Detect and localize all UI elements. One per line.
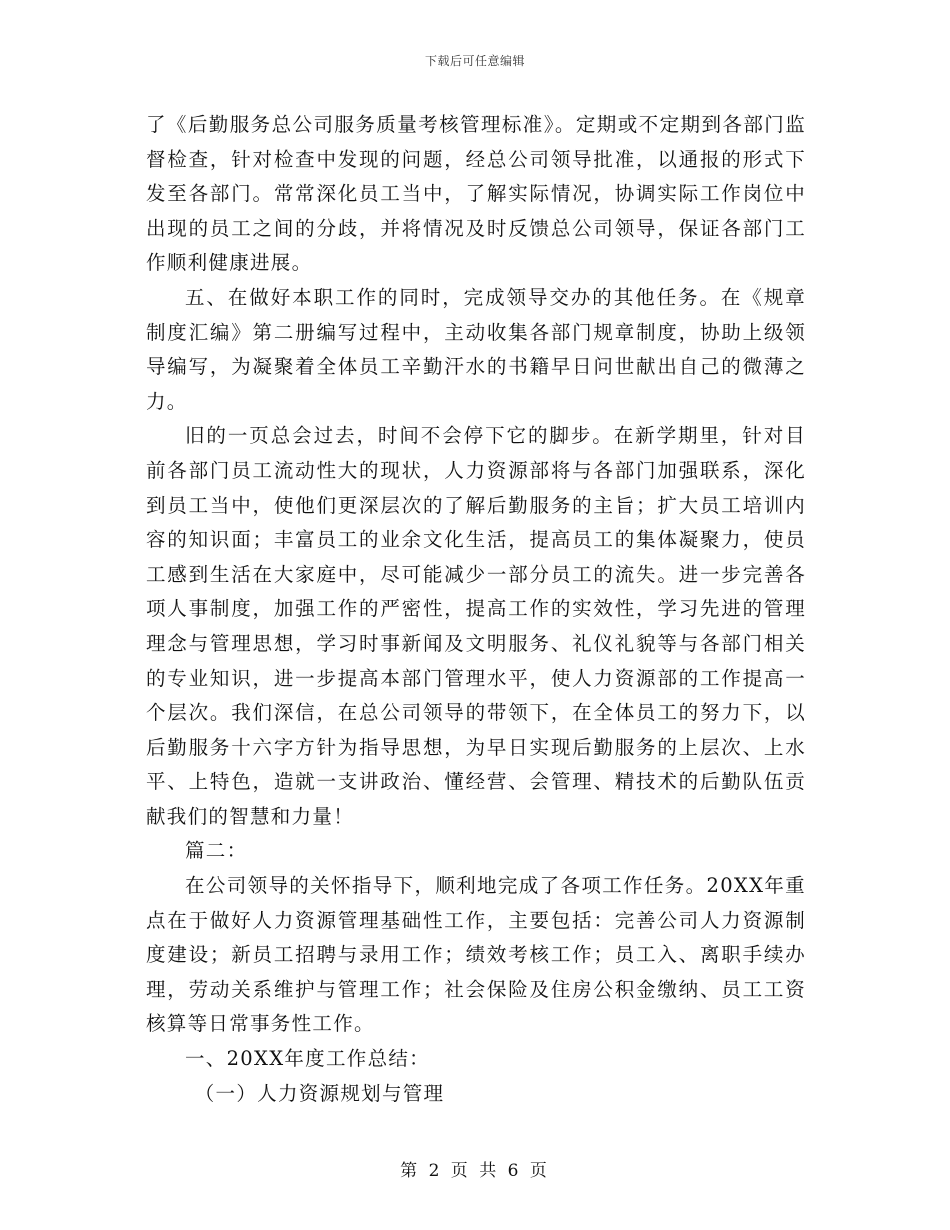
paragraph-outlook: 旧的一页总会过去，时间不会停下它的脚步。在新学期里，针对目前各部门员工流动性大的现状，人力资源部将与各部门加强联系，深化到员工当中，使他们更深层次的了解后勤服务的主旨；扩大员工培训内容的知识面；丰富员工的业余文化生活，提高员工的集体凝聚力，使员工感到生活在大家庭中，尽可能减少一部分员工的流失。进一步完善各项人事制度，加强工作的严密性，提高工作的实效性，学习先进的管理理念与管理思想，学习时事新闻及文明服务、礼仪礼貌等与各部门相关的专业知识，进一步提高本部门管理水平，使人力资源部的工作提高一个层次。我们深信，在总公司领导的带领下，在全体员工的努力下，以后勤服务十六字方针为指导思想，为早日实现后勤服务的上层次、上水平、上特色，造就一支讲政治、懂经营、会管理、精技术的后勤队伍贡献我们的智慧和力量！ <box>146 424 806 828</box>
paragraph-item-five: 五、在做好本职工作的同时，完成领导交办的其他任务。在《规章制度汇编》第二册编写过程中，主动收集各部门规章制度，协助上级领导编写，为凝聚着全体员工辛勤汗水的书籍早日问世献出自己的微薄之力。 <box>146 285 806 413</box>
section-heading-part-two: 篇二： <box>185 839 248 863</box>
paragraph-part-two-intro: 在公司领导的关怀指导下，顺利地完成了各项工作任务。20XX年重点在于做好人力资源管理基础性工作，主要包括：完善公司人力资源制度建设；新员工招聘与录用工作；绩效考核工作；员工入、离职手续办理，劳动关系维护与管理工作；社会保险及住房公积金缴纳、员工工资核算等日常事务性工作。 <box>146 874 806 1036</box>
heading-annual-summary: 一、20XX年度工作总结： <box>185 1047 430 1071</box>
page-header: 下载后可任意编辑 <box>424 54 525 68</box>
page-number: 第 2 页 共 6 页 <box>400 1161 550 1181</box>
paragraph-continuation: 了《后勤服务总公司服务质量考核管理标准》。定期或不定期到各部门监督检查，针对检查中发现的问题，经总公司领导批准，以通报的形式下发至各部门。常常深化员工当中，了解实际情况，协调实际工作岗位中出现的员工之间的分歧，并将情况及时反馈总公司领导，保证各部门工作顺利健康进展。 <box>146 113 806 275</box>
document-body <box>146 108 806 1111</box>
subheading-hr-planning: （一）人力资源规划与管理 <box>194 1081 445 1105</box>
